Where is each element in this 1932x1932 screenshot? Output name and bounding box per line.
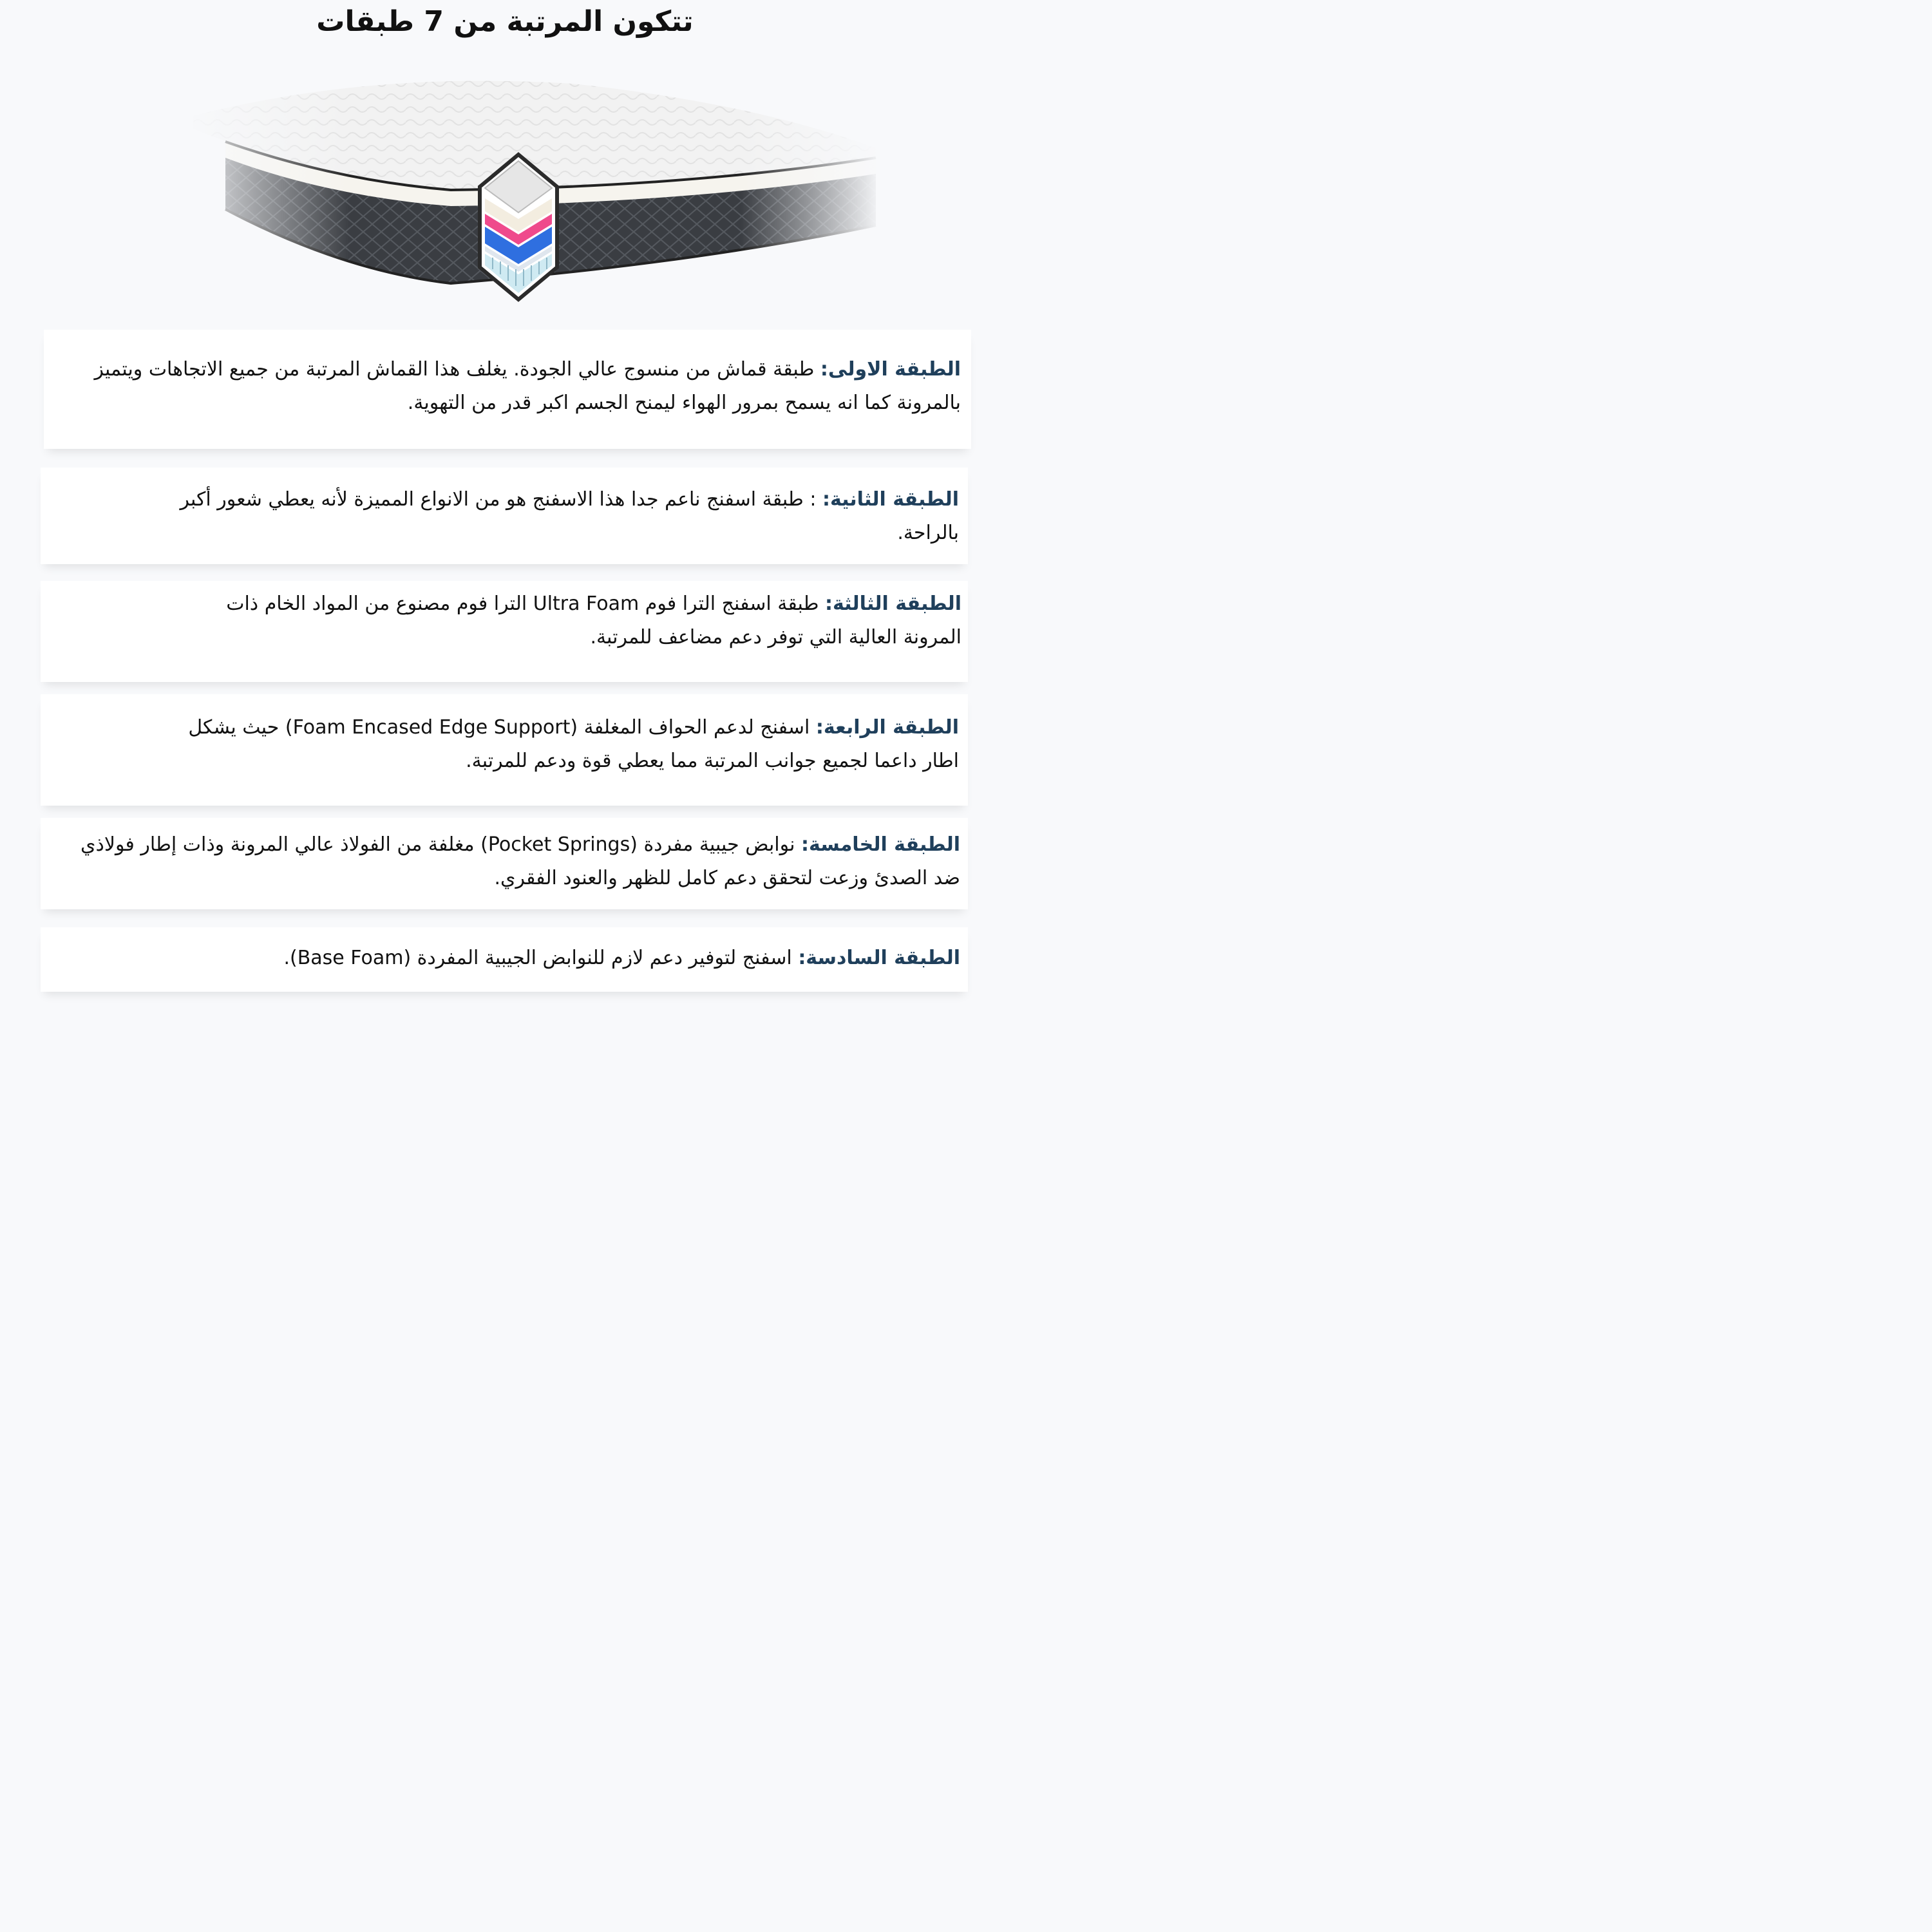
layer-3-text: طبقة اسفنج الترا فوم Ultra Foam الترا فوم مصنوع من المواد الخام ذات المرونة العالية التي توفر دعم مضاعف للمرتبة. [226,592,961,649]
layer-5-text: نوابض جيبية مفردة (Pocket Springs) مغلفة من الفولاذ عالي المرونة وذات إطار فولاذي ضد الصدئ وزعت لتحقق دعم كامل للظهر والعنود الفقري. [80,833,960,889]
layer-card-2 [41,468,968,564]
layer-4-text: اسفنج لدعم الحواف المغلفة (Foam Encased Edge Support) حيث يشكل اطار داعما لجميع جوانب المرتبة مما يعطي قوة ودعم للمرتبة. [188,716,959,772]
layer-card-5 [41,818,968,909]
layer-1-label: الطبقة الاولى: [820,358,961,381]
layer-3-label: الطبقة الثالثة: [824,592,961,615]
layer-6-text: اسفنج لتوفير دعم لازم للنوابض الجيبية المفردة (Base Foam). [283,947,799,969]
layer-1-text: طبقة قماش من منسوج عالي الجودة. يغلف هذا القماش المرتبة من جميع الاتجاهات ويتميز بالمرونة كما انه يسمح بمرور الهواء ليمنح الجسم اكبر قدر من التهوية. [94,358,961,414]
layer-card-3 [41,581,968,682]
layer-card-6 [41,927,968,992]
page-title: تتكون المرتبة من 7 طبقات [316,5,694,38]
layer-4-label: الطبقة الرابعة: [815,716,959,739]
layer-card-4 [41,694,968,806]
layer-5-label: الطبقة الخامسة: [801,833,960,856]
mattress-illustration [174,77,882,309]
layer-2-text: : طبقة اسفنج ناعم جدا هذا الاسفنج هو من الانواع المميزة لأنه يعطي شعور أكبر بالراحة. [180,488,959,544]
layer-card-1 [44,330,971,449]
layer-6-label: الطبقة السادسة: [798,947,960,969]
layers-icon [480,155,557,299]
layer-2-label: الطبقة الثانية: [822,488,959,511]
